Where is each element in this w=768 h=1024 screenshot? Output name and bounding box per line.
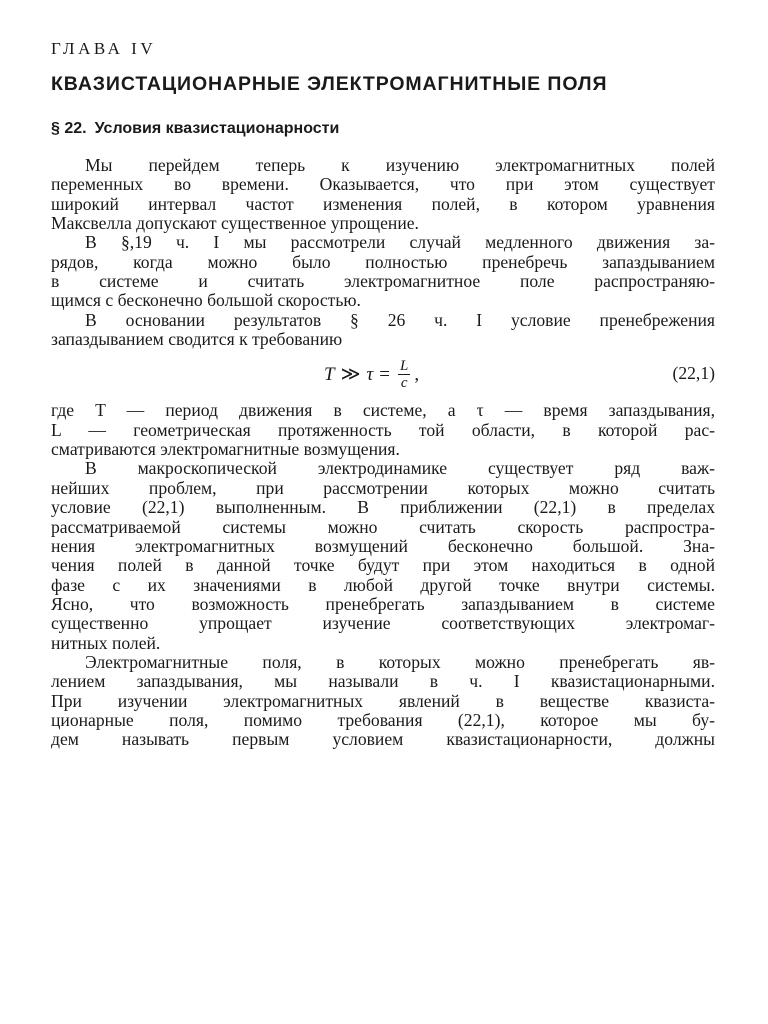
- chapter-title: КВАЗИСТАЦИОНАРНЫЕ ЭЛЕКТРОМАГНИТНЫЕ ПОЛЯ: [51, 73, 608, 95]
- text-line: лением запаздывания, мы называли в ч. I квазистационарными.: [51, 671, 715, 692]
- body-text: [51, 156, 715, 750]
- text-line: где T — период движения в системе, а τ — время запаздывания,: [51, 400, 715, 421]
- equation-22-1: [51, 352, 715, 398]
- text-line: рядов, когда можно было полностью пренебречь запаздыванием: [51, 251, 715, 272]
- formula-fraction: [398, 358, 410, 391]
- text-line: щимся с бесконечно большой скоростью.: [51, 290, 361, 311]
- text-line: L — геометрическая протяженность той области, в которой рас-: [51, 419, 715, 440]
- text-line: в системе и считать электромагнитное поле распространяю-: [51, 271, 715, 292]
- formula-tau: τ: [366, 363, 374, 385]
- formula-numerator: L: [400, 357, 409, 374]
- text-line: ционарные поля, помимо требования (22,1), которое мы бу-: [51, 709, 715, 730]
- text-line: дем называть первым условием квазистационарности, должны: [51, 729, 715, 750]
- formula-equals: =: [379, 363, 390, 385]
- paragraph-5: [51, 459, 715, 652]
- paragraph-4: [51, 401, 715, 459]
- formula-period: T: [324, 363, 335, 385]
- text-line: В §,19 ч. I мы рассмотрели случай медленного движения за-: [85, 232, 715, 253]
- text-line: широкий интервал частот изменения полей, в котором уравнения: [51, 193, 715, 214]
- text-line: нейших проблем, при рассмотрении которых можно считать: [51, 477, 715, 498]
- equation-number: (22,1): [672, 363, 715, 384]
- formula-denominator: c: [400, 374, 408, 391]
- equation-formula: [324, 354, 419, 394]
- text-line: Ясно, что возможность пренебрегать запаздыванием в системе: [51, 593, 715, 614]
- text-line: чения полей в данной точке будут при этом находиться в одной: [51, 555, 715, 576]
- text-line: Электромагнитные поля, в которых можно пренебрегать яв-: [85, 651, 715, 672]
- text-line: рассматриваемой системы можно считать скорость распростра-: [51, 516, 715, 537]
- text-line: Мы перейдем теперь к изучению электромагнитных полей: [85, 155, 715, 175]
- paragraph-6: [51, 653, 715, 750]
- chapter-label: ГЛАВА IV: [51, 39, 157, 58]
- section-heading: [51, 118, 715, 140]
- formula-much-greater: ≫: [340, 363, 361, 385]
- section-title: Условия квазистационарности: [94, 120, 340, 137]
- paragraph-1: [51, 156, 715, 233]
- book-page: [51, 38, 715, 750]
- text-line: условие (22,1) выполненным. В приближении (22,1) в пределах: [51, 497, 715, 518]
- text-line: В основании результатов § 26 ч. I условие пренебрежения: [85, 309, 715, 330]
- paragraph-2: [51, 233, 715, 310]
- paragraph-3: [51, 311, 715, 350]
- text-line: переменных во времени. Оказывается, что при этом существует: [51, 174, 715, 195]
- text-line: нитных полей.: [51, 632, 161, 653]
- text-line: В макроскопической электродинамике существует ряд важ-: [85, 458, 715, 479]
- formula-comma: ,: [414, 363, 420, 385]
- section-number: § 22.: [51, 120, 87, 137]
- text-line: запаздыванием сводится к требованию: [51, 329, 343, 350]
- text-line: сматриваются электромагнитные возмущения.: [51, 439, 400, 460]
- text-line: Максвелла допускают существенное упрощение.: [51, 213, 419, 234]
- text-line: существенно упрощает изучение соответствующих электромаг-: [51, 613, 715, 634]
- text-line: нения электромагнитных возмущений бесконечно большой. Зна-: [51, 535, 715, 556]
- text-line: При изучении электромагнитных явлений в веществе квазиста-: [51, 690, 715, 711]
- text-line: фазе с их значениями в любой другой точке внутри системы.: [51, 574, 715, 595]
